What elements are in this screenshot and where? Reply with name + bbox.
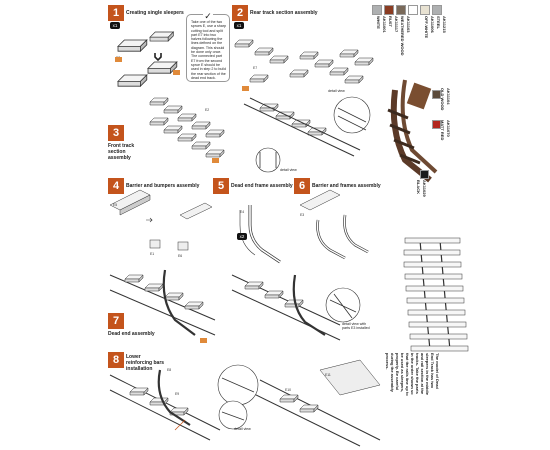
color-swatch (408, 5, 418, 15)
step-number: 7 (108, 313, 124, 329)
color-code: AK11006 (430, 16, 435, 33)
color-name: OLD WOOD (440, 88, 445, 111)
color-code: AK11103 (406, 16, 411, 33)
part-label: E11 (325, 373, 331, 377)
part-label: E7 (253, 66, 258, 70)
part-tag (212, 158, 219, 163)
side-instruction-text: The model of Dead End Track has two sleepers in the middle and rail section at the tracks. Take the parts in the order shown so that the rails line up to be used as sleepers, properly. Be careful during the assembly process. (385, 353, 440, 396)
step7-dead-end (110, 270, 360, 340)
finished-model-render (388, 80, 436, 180)
step-title: Dead end assembly (108, 331, 155, 337)
color-code: AK11104 (446, 88, 451, 105)
part-label: E10 (285, 388, 292, 392)
color-name: OFF-WHITE (424, 16, 429, 39)
top-view-track (404, 238, 468, 351)
color-name: WHITE (376, 16, 381, 29)
part-label: E2 (205, 108, 210, 112)
step-number: 4 (108, 178, 124, 194)
step-number: 3 (108, 125, 124, 141)
detail-view-label: detail view (328, 89, 345, 93)
detail-view-label: detail view with parts E3 installed (342, 322, 370, 331)
step-title: Barrier and bumpers assembly (126, 183, 200, 189)
color-code: AK11029 (422, 180, 427, 197)
detail-view-label: detail view (234, 427, 251, 431)
step-number: 2 (232, 5, 248, 21)
step8-reinforcing (110, 360, 380, 446)
color-swatch (384, 5, 394, 15)
part-label: E8 (167, 368, 172, 372)
color-code: AK11070 (446, 120, 451, 137)
step3-track (150, 97, 370, 172)
color-name: WEATHERED WOOD (400, 16, 405, 56)
multiplier-badge: x2 (237, 233, 247, 240)
color-name: RUST (388, 16, 393, 27)
color-swatch (420, 170, 429, 179)
color-swatch (372, 5, 382, 15)
color-swatch (396, 5, 406, 15)
part-tag (173, 70, 180, 75)
step-title: Barrier and frames assembly (312, 183, 381, 189)
step2-sleepers (235, 40, 373, 83)
part-label: E9 (175, 392, 180, 396)
color-code: AK11117 (394, 16, 399, 33)
part-tag (200, 338, 207, 343)
color-name: MATT RED (440, 120, 445, 141)
instruction-note: Take one of the two sprues E, use a sharp cutting tool and split part E7 into two halves following the lines defined on the diagram. This should be done only once. The connected part E7 from the second sprue E should be used in step 2 to build the rear section of the dead end track. (186, 14, 230, 82)
step-number: 8 (108, 352, 124, 368)
multiplier-badge: x1 (234, 22, 244, 29)
step-number: 5 (213, 178, 229, 194)
step-title: Front track section assembly (108, 143, 135, 161)
part-label: E3 (300, 213, 305, 217)
step-title: Rear track section assembly (250, 10, 318, 16)
part-tag (242, 86, 249, 91)
part-label: E1 (150, 252, 155, 256)
step4-parts (110, 190, 212, 250)
color-swatch (432, 5, 442, 15)
step-title: Creating single sleepers (126, 10, 184, 16)
part-label: E6 (178, 254, 183, 258)
step1-sleepers (118, 32, 177, 86)
checkmark-icon: ✓ (204, 11, 212, 21)
step-title: Lower reinforcing bars installation (126, 354, 165, 372)
color-name: STEEL (436, 16, 441, 29)
step-number: 1 (108, 5, 124, 21)
part-tag (115, 57, 122, 62)
step6-frames (300, 190, 368, 258)
color-code: AK11215 (442, 16, 447, 33)
part-label: E4 (240, 210, 245, 214)
detail-view-label: detail view (280, 168, 297, 172)
color-code: AK11001 (382, 16, 387, 33)
step-number: 6 (294, 178, 310, 194)
step-title: Dead end frame assembly (231, 183, 293, 189)
color-swatch (420, 5, 430, 15)
part-label: E5 (113, 203, 118, 207)
color-name: BLACK (416, 180, 421, 194)
multiplier-badge: x1 (110, 22, 120, 29)
